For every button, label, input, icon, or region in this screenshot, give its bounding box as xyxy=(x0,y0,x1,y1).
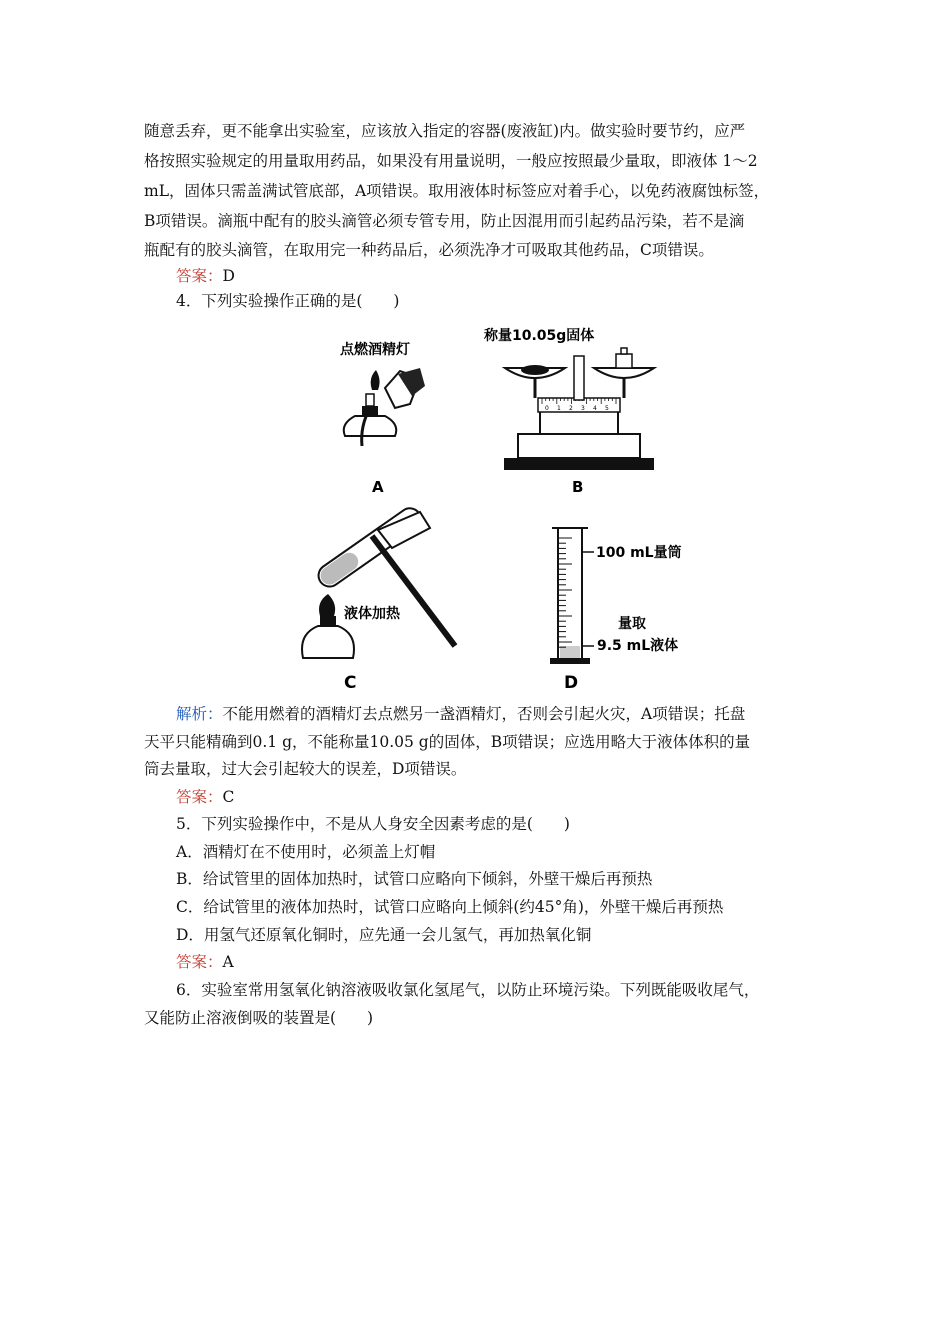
panel-b-letter: B xyxy=(572,478,584,496)
wick-holder-icon xyxy=(366,394,374,406)
pointer-icon xyxy=(574,356,584,400)
alcohol-lamp-icon xyxy=(302,626,354,658)
panel-d-caption-top: 100 mL量筒 xyxy=(596,545,682,561)
panel-d-letter: D xyxy=(564,673,579,693)
analysis-line: B项错误。滴瓶中配有的胶头滴管必须专管专用，防止因混用而引起药品污染，若不是滴 xyxy=(144,212,745,230)
option-a: A．酒精灯在不使用时，必须盖上灯帽 xyxy=(176,843,436,861)
analysis-line: 天平只能精确到0.1 g，不能称量10.05 g的固体，B项错误；应选用略大于液体体积的量 xyxy=(144,733,751,751)
answer-label: 答案： xyxy=(176,788,223,806)
panel-d-caption-mid1: 量取 xyxy=(618,616,646,632)
panel-d-caption-mid2: 9.5 mL液体 xyxy=(597,638,679,654)
analysis-line: 瓶配有的胶头滴管，在取用完一种药品后，必须洗净才可吸取其他药品，C项错误。 xyxy=(144,241,714,259)
balance-base-icon xyxy=(518,434,640,458)
scale-label: 5 xyxy=(605,405,609,412)
question-stem: 6．实验室常用氢氧化钠溶液吸收氯化氢尾气，以防止环境污染。下列既能吸收尾气， xyxy=(176,981,760,999)
answer-value: A xyxy=(222,953,234,971)
liquid-icon xyxy=(560,646,580,658)
flame-icon xyxy=(371,370,380,390)
panel-a-letter: A xyxy=(372,478,384,496)
analysis-line: 筒去量取，过大会引起较大的误差，D项错误。 xyxy=(144,760,467,778)
answer-label: 答案： xyxy=(176,953,223,971)
panel-b xyxy=(483,327,654,496)
right-pan-icon xyxy=(594,368,654,378)
panel-c xyxy=(302,504,455,693)
analysis-line: 格按照实验规定的用量取用药品，如果没有用量说明，一般应按照最少量取，即液体 1～2 xyxy=(144,152,758,170)
panel-b-caption: 称量10.05g固体 xyxy=(484,328,595,344)
alcohol-lamp-icon xyxy=(344,416,397,436)
answer-line xyxy=(176,952,234,972)
question-stem: 4．下列实验操作正确的是( ) xyxy=(176,292,400,310)
panel-a xyxy=(340,341,425,496)
option-d: D．用氢气还原氧化铜时，应先通一会儿氢气，再加热氧化铜 xyxy=(176,926,592,944)
answer-value: D xyxy=(222,267,235,285)
option-b: B．给试管里的固体加热时，试管口应略向下倾斜，外壁干燥后再预热 xyxy=(176,870,653,888)
question-stem: 又能防止溶液倒吸的装置是( ) xyxy=(144,1009,374,1027)
panel-c-letter: C xyxy=(344,673,357,693)
scale-label: 2 xyxy=(569,405,573,412)
scale-label: 3 xyxy=(581,405,585,412)
panel-a-caption: 点燃酒精灯 xyxy=(340,342,410,358)
option-c: C．给试管里的液体加热时，试管口应略向上倾斜(约45°角)，外壁干燥后再预热 xyxy=(176,898,724,916)
answer-value: C xyxy=(222,788,235,806)
weight-icon xyxy=(616,354,632,368)
graduated-cylinder-icon xyxy=(558,528,582,660)
question-stem: 5．下列实验操作中，不是从人身安全因素考虑的是( ) xyxy=(176,815,570,833)
test-tube-holder-icon xyxy=(372,536,455,646)
analysis-line: mL，固体只需盖满试管底部，A项错误。取用液体时标签应对着手心，以免药液腐蚀标签， xyxy=(144,182,770,200)
scale-label: 1 xyxy=(557,405,561,412)
analysis-line: 随意丢弃，更不能拿出实验室，应该放入指定的容器(废液缸)内。做实验时要节约，应严 xyxy=(144,122,746,140)
balance-foot-icon xyxy=(504,458,654,470)
answer-line xyxy=(176,787,234,807)
cylinder-base-icon xyxy=(550,658,590,664)
answer-line xyxy=(176,266,235,286)
flame-icon xyxy=(319,594,335,616)
lab-operations-figure xyxy=(0,316,950,696)
analysis-label: 解析： xyxy=(176,705,223,723)
analysis-line xyxy=(176,704,745,724)
answer-label: 答案： xyxy=(176,267,223,285)
solid-sample-icon xyxy=(521,365,549,375)
panel-c-caption: 液体加热 xyxy=(344,606,400,622)
analysis-text: 不能用燃着的酒精灯去点燃另一盏酒精灯，否则会引起火灾，A项错误；托盘 xyxy=(222,705,746,723)
scale-label: 0 xyxy=(545,405,549,412)
scale-label: 4 xyxy=(593,405,597,412)
panel-d xyxy=(550,528,682,693)
